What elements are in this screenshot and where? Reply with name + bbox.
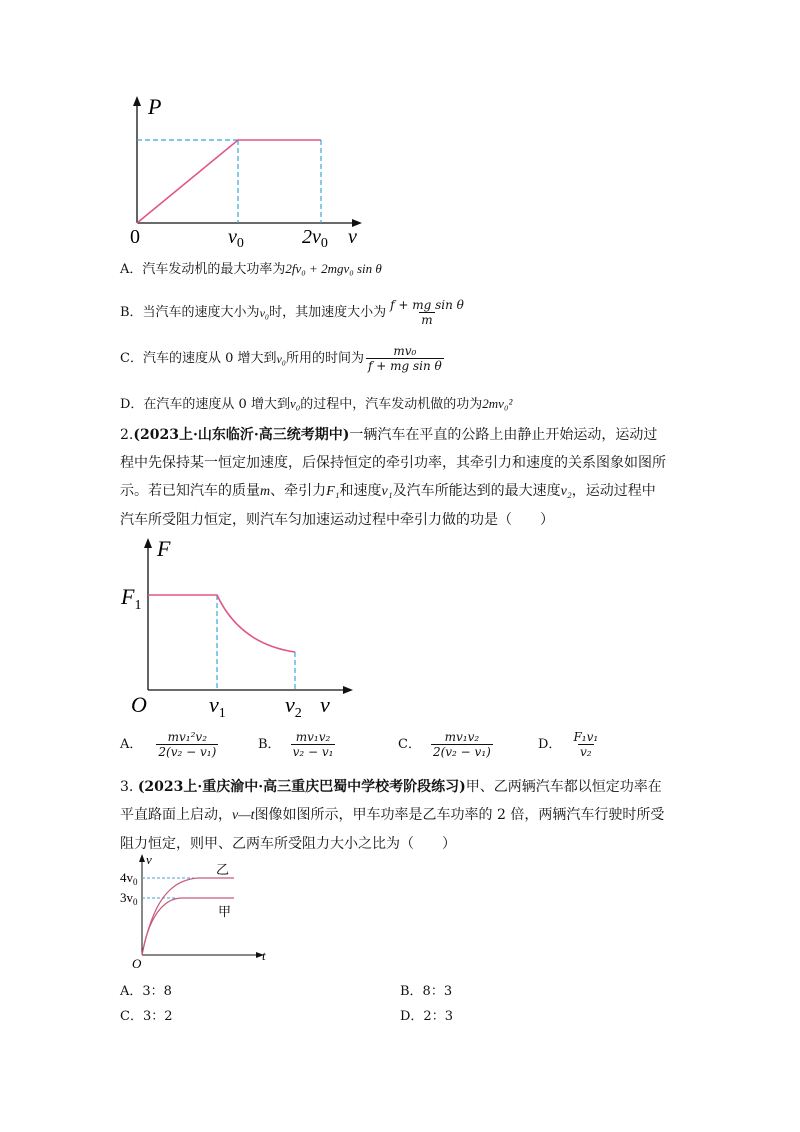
tick-v1: $v_1$ xyxy=(209,692,226,721)
q2-line3-c: 和速度 xyxy=(339,483,382,499)
q2-stem xyxy=(120,421,690,534)
q2-var-m: m xyxy=(260,484,271,499)
q2-option-c-denominator: 2(v₂ − v₁) xyxy=(432,745,491,759)
q2-line4: 汽车所受阻力恒定，则汽车匀加速运动过程中牵引力做的功是（ ） xyxy=(120,512,554,528)
q1-option-b-fraction xyxy=(388,298,466,327)
power-curve xyxy=(137,140,321,223)
q1-option-b-denominator: m xyxy=(421,313,433,327)
q2-line3-e: ，运动过程中 xyxy=(571,483,656,499)
q1-option-d-v: v₀ xyxy=(289,396,301,411)
velocity-time-graph xyxy=(118,850,278,972)
q2-option-c xyxy=(398,730,495,759)
q1-option-b-text2: 时，其加速度大小为 xyxy=(269,304,387,320)
power-velocity-graph xyxy=(110,90,370,250)
q1-option-c-denominator: f + mg sin θ xyxy=(368,359,442,373)
q2-line3-d: 及汽车所能达到的最大速度 xyxy=(392,483,561,499)
q2-option-c-numerator: mv₁v₂ xyxy=(444,730,480,744)
y-axis-arrow xyxy=(139,854,145,862)
q1-option-c-fraction xyxy=(366,344,444,373)
q1-option-d-text: D．在汽车的速度从 0 增大到 xyxy=(120,397,290,412)
q2-option-d-label: D． xyxy=(538,736,562,752)
y-axis-arrow xyxy=(133,96,141,106)
q3-line2-a: 平直路面上启动， xyxy=(120,807,232,823)
q2-option-d-fraction xyxy=(571,730,600,759)
q2-option-a-numerator: mv₁²v₂ xyxy=(167,730,208,744)
q2-line3 xyxy=(120,477,690,506)
q2-option-b-label: B． xyxy=(258,736,281,752)
q1-option-d-text2: 的过程中，汽车发动机做的功为 xyxy=(300,397,483,412)
q2-line1-text: 一辆汽车在平直的公路上由静止开始运动，运动过 xyxy=(349,427,658,443)
force-velocity-graph xyxy=(115,532,360,722)
origin-label: O xyxy=(131,692,147,717)
q1-option-c-text: C．汽车的速度从 0 增大到 xyxy=(120,350,277,366)
tick-f1: $F_1$ xyxy=(121,584,142,613)
q1-option-c-numerator: mv₀ xyxy=(393,344,417,358)
q2-option-d-numerator: F₁v₁ xyxy=(573,730,599,744)
x-axis-arrow xyxy=(343,686,353,694)
q3-number: 3. xyxy=(120,779,134,795)
q1-option-c-v: v₀ xyxy=(276,351,286,366)
q2-number: 2. xyxy=(120,427,134,443)
tick-2v0: $2v_0$ xyxy=(302,226,328,250)
q3-stem xyxy=(120,773,690,858)
q2-line3-a: 示。若已知汽车的质量 xyxy=(120,483,260,499)
q2-var-v1: v₁ xyxy=(381,484,393,499)
q2-option-a-label: A． xyxy=(120,736,143,752)
q3-line2-b: 图像如图所示，甲车功率是乙车功率的 2 倍，两辆汽车行驶时所受 xyxy=(254,807,665,823)
x-axis-label: t xyxy=(262,948,266,963)
q3-vt: v—t xyxy=(232,808,255,823)
tick-v2: $v_2$ xyxy=(285,692,302,721)
q2-option-d xyxy=(538,730,602,759)
q2-option-b xyxy=(258,730,337,759)
q1-option-b-v: v₀ xyxy=(259,305,270,320)
q3-option-c: C．3：2 xyxy=(120,1009,173,1024)
q1-option-a xyxy=(120,260,382,279)
tick-4v0: $4v_0$ xyxy=(120,870,138,887)
label-jia: 甲 xyxy=(218,904,232,919)
q3-line1 xyxy=(120,773,690,801)
q1-option-b-numerator: f + mg sin θ xyxy=(390,298,464,312)
q2-option-a-denominator: 2(v₂ − v₁) xyxy=(158,745,217,759)
q1-option-b-text: B．当汽车的速度大小为 xyxy=(120,304,260,320)
q2-option-a-fraction xyxy=(156,730,218,759)
q1-option-a-text: A．汽车发动机的最大功率为 xyxy=(120,262,286,277)
origin-label: O xyxy=(132,956,142,971)
q2-var-v2: v₂ xyxy=(560,484,572,499)
q2-option-d-denominator: v₂ xyxy=(580,745,592,759)
q1-option-c-text2: 所用的时间为 xyxy=(285,350,364,366)
y-axis-label: P xyxy=(148,94,162,119)
q2-source: (2023上·山东临沂·高三统考期中) xyxy=(133,427,350,443)
q3-line3: 阻力恒定，则甲、乙两车所受阻力大小之比为（ ） xyxy=(120,836,456,852)
q3-option-d: D．2：3 xyxy=(400,1009,453,1024)
force-curve xyxy=(148,595,295,652)
q3-option-a: A．3：8 xyxy=(120,984,172,999)
tick-v0: $v_0$ xyxy=(228,226,244,250)
y-axis-label: F xyxy=(157,536,171,561)
y-axis-arrow xyxy=(144,538,152,548)
x-axis-label: v xyxy=(348,226,357,248)
q2-option-c-fraction xyxy=(431,730,493,759)
q1-option-d xyxy=(120,395,512,414)
q2-line2: 程中先保持某一恒定加速度，后保持恒定的牵引功率，其牵引力和速度的关系图象如图所 xyxy=(120,455,666,471)
q2-line1 xyxy=(120,421,690,449)
q2-option-b-denominator: v₂ − v₁ xyxy=(292,745,334,759)
tick-3v0: $3v_0$ xyxy=(120,890,138,907)
q2-option-a xyxy=(120,730,220,759)
q3-line2 xyxy=(120,801,690,830)
q3-line1-text: 甲、乙两辆汽车都以恒定功率在 xyxy=(465,779,662,795)
y-axis-label: v xyxy=(146,852,152,867)
q3-option-b: B．8：3 xyxy=(400,984,453,999)
label-yi: 乙 xyxy=(216,862,230,877)
x-axis-label: v xyxy=(320,692,330,717)
q2-option-c-label: C． xyxy=(398,736,421,752)
q1-option-d-math: 2mv₀² xyxy=(482,396,513,411)
q2-option-b-numerator: mv₁v₂ xyxy=(295,730,331,744)
q1-option-c xyxy=(120,344,446,373)
q1-option-b xyxy=(120,298,468,327)
q2-option-b-fraction xyxy=(291,730,336,759)
q1-option-a-math: 2fv₀ + 2mgv₀ sin θ xyxy=(285,261,382,276)
q3-source: (2023上·重庆渝中·高三重庆巴蜀中学校考阶段练习) xyxy=(137,779,466,795)
q2-line3-b: 、牵引力 xyxy=(270,483,327,499)
origin-label: 0 xyxy=(130,226,140,248)
q2-var-f1: F₁ xyxy=(326,484,340,499)
